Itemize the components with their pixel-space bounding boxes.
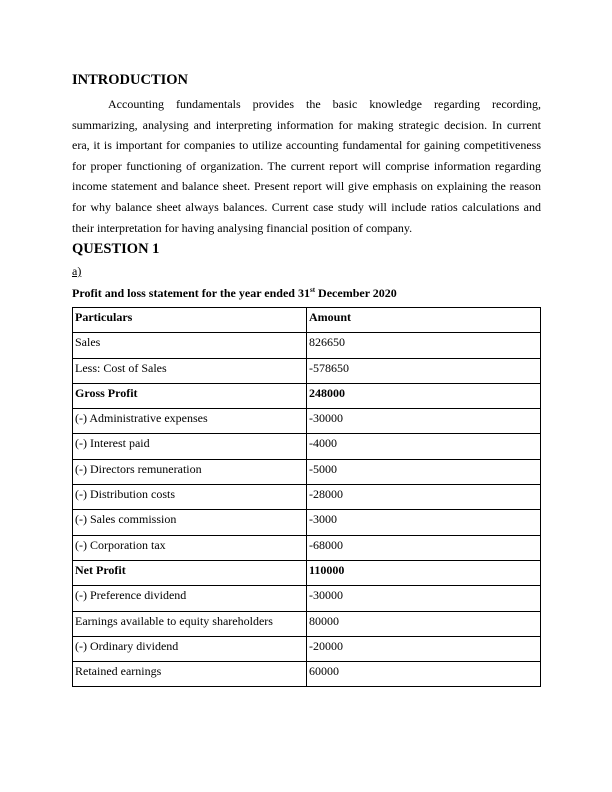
row-particular: (-) Directors remuneration [73,459,307,484]
table-header-row [73,308,541,333]
table-row [73,611,541,636]
row-amount: 826650 [307,333,541,358]
table-row [73,510,541,535]
row-amount: -4000 [307,434,541,459]
row-amount: 110000 [307,560,541,585]
row-amount: -578650 [307,358,541,383]
row-amount: -20000 [307,636,541,661]
row-particular: (-) Corporation tax [73,535,307,560]
row-particular: Sales [73,333,307,358]
row-particular: (-) Interest paid [73,434,307,459]
row-particular: (-) Distribution costs [73,485,307,510]
row-amount: -30000 [307,586,541,611]
table-row-subtotal [73,560,541,585]
table-caption [72,286,397,301]
row-amount: -28000 [307,485,541,510]
table-row [73,333,541,358]
row-amount: -5000 [307,459,541,484]
part-a-label: a) [72,264,82,278]
table-row [73,636,541,661]
table-row [73,485,541,510]
table-row [73,535,541,560]
row-amount: 60000 [307,662,541,687]
row-amount: -3000 [307,510,541,535]
header-particulars: Particulars [73,308,307,333]
question-1-heading: QUESTION 1 [72,241,160,257]
row-amount: -30000 [307,409,541,434]
row-particular: (-) Preference dividend [73,586,307,611]
row-particular: (-) Ordinary dividend [73,636,307,661]
table-row [73,586,541,611]
row-amount: 80000 [307,611,541,636]
table-row [73,459,541,484]
introduction-paragraph: Accounting fundamentals provides the basic knowledge regarding recording, summarizing, analysing and interpreting information for making strategic decision. In current era, it is important for companies to utilize accounting fundamental for gaining competitiveness for proper functioning of organization. The current report will comprise information regarding income statement and balance sheet. Present report will give emphasis on explaining the reason for why balance sheet always balances. Current case study will include ratios calculations and their interpretation for having analysing financial position of company. [72,97,541,235]
row-particular: Retained earnings [73,662,307,687]
table-row [73,358,541,383]
row-particular: (-) Sales commission [73,510,307,535]
row-particular: Net Profit [73,560,307,585]
table-row [73,662,541,687]
row-amount: -68000 [307,535,541,560]
table-row [73,409,541,434]
row-amount: 248000 [307,383,541,408]
table-row-subtotal [73,383,541,408]
caption-text: Profit and loss statement for the year ended 31 [72,286,310,300]
row-particular: (-) Administrative expenses [73,409,307,434]
row-particular: Gross Profit [73,383,307,408]
profit-loss-table [72,307,541,687]
caption-text-end: December 2020 [315,286,397,300]
row-particular: Less: Cost of Sales [73,358,307,383]
table-row [73,434,541,459]
introduction-heading: INTRODUCTION [72,72,189,88]
header-amount: Amount [307,308,541,333]
caption-superscript: st [309,286,316,294]
row-particular: Earnings available to equity shareholders [73,611,307,636]
